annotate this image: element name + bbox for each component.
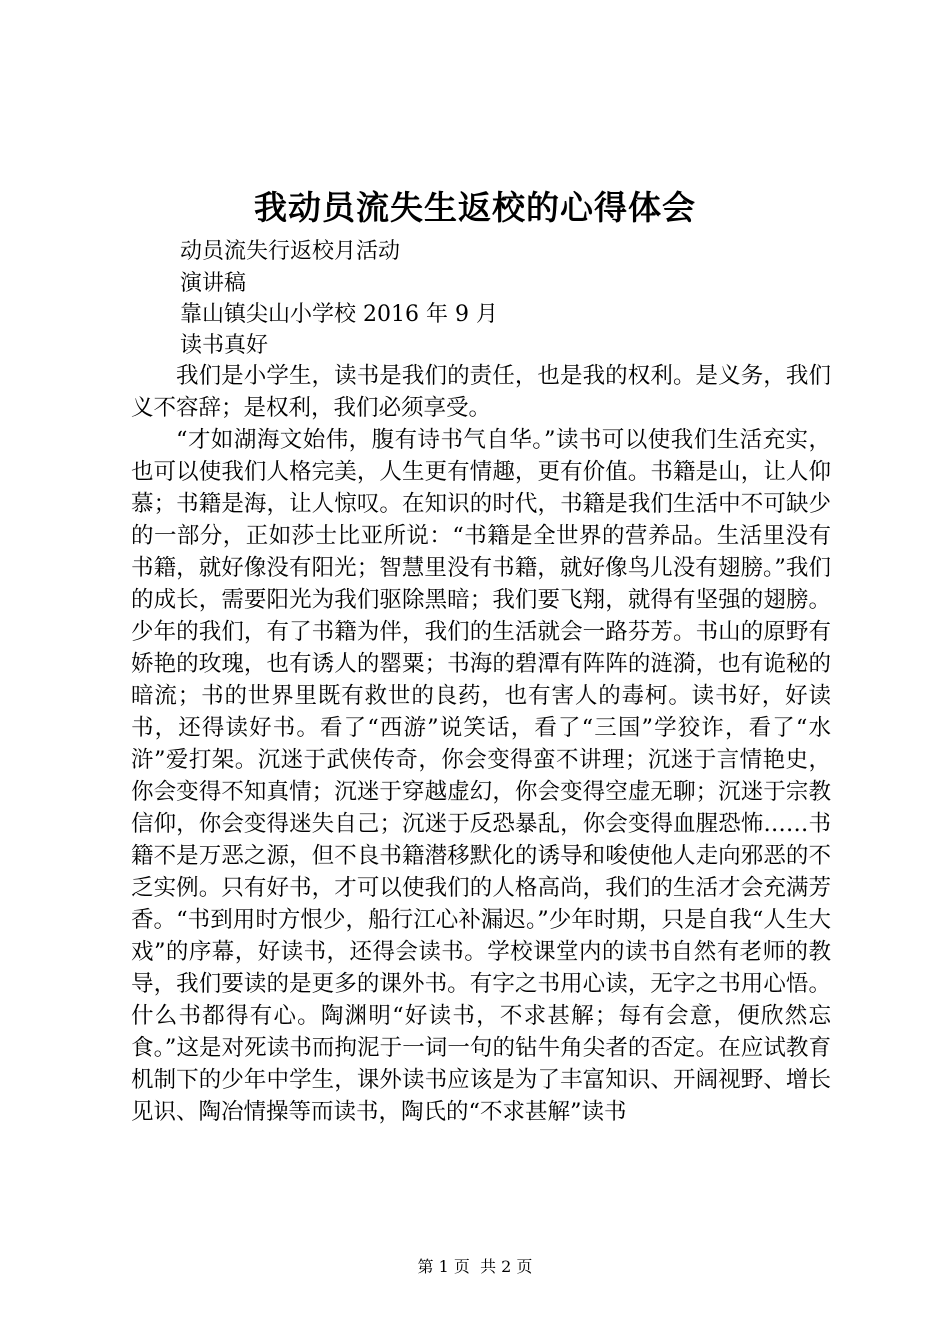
body-text <box>131 360 831 1128</box>
subtitle-activity: 动员流失行返校月活动 <box>180 239 401 264</box>
speech-heading: 读书真好 <box>180 333 269 358</box>
page-footer: 第 1 页 共 2 页 <box>417 1257 533 1276</box>
document-title: 我动员流失生返校的心得体会 <box>254 188 696 227</box>
paragraph: “才如湖海文始伟，腹有诗书气自华。”读书可以使我们生活充实，也可以使我们人格完美，人生更有情趣，更有价值。书籍是山，让人仰慕；书籍是海，让人惊叹。在知识的时代，书籍是我们生活中不可缺少的一部分，正如莎士比亚所说：“书籍是全世界的营养品。生活里没有书籍，就好像没有阳光；智慧里没有书籍，就好像鸟儿没有翅膀。”我们的成长，需要阳光为我们驱除黑暗；我们要飞翔，就得有坚强的翅膀。少年的我们，有了书籍为伴，我们的生活就会一路芬芳。书山的原野有娇艳的玫瑰，也有诱人的罂粟；书海的碧潭有阵阵的涟漪，也有诡秘的暗流；书的世界里既有救世的良药，也有害人的毒柯。读书好，好读书，还得读好书。看了“西游”说笑话，看了“三国”学狡诈，看了“水浒”爱打架。沉迷于武侠传奇，你会变得蛮不讲理；沉迷于言情艳史，你会变得不知真情；沉迷于穿越虚幻，你会变得空虚无聊；沉迷于宗教信仰，你会变得迷失自己；沉迷于反恐暴乱，你会变得血腥恐怖……书籍不是万恶之源，但不良书籍潜移默化的诱导和唆使他人走向邪恶的不乏实例。只有好书，才可以使我们的人格高尚，我们的生活才会充满芳香。“书到用时方恨少，船行江心补漏迟。”少年时期，只是自我“人生大戏”的序幕，好读书，还得会读书。学校课堂内的读书自然有老师的教导，我们要读的是更多的课外书。有字之书用心读，无字之书用心悟。什么书都得有心。陶渊明“好读书，不求甚解；每有会意，便欣然忘食。”这是对死读书而拘泥于一词一句的钻牛角尖者的否定。在应试教育机制下的少年中学生，课外读书应该是为了丰富知识、开阔视野、增长见识、陶冶情操等而读书，陶氏的“不求甚解”读书 <box>131 427 831 1125</box>
subtitle-doc-type: 演讲稿 <box>180 271 247 296</box>
paragraph: 我们是小学生，读书是我们的责任，也是我的权利。是义务，我们义不容辞；是权利，我们必须享受。 <box>131 363 831 421</box>
author-school-date: 靠山镇尖山小学校 2016 年 9 月 <box>180 302 498 327</box>
